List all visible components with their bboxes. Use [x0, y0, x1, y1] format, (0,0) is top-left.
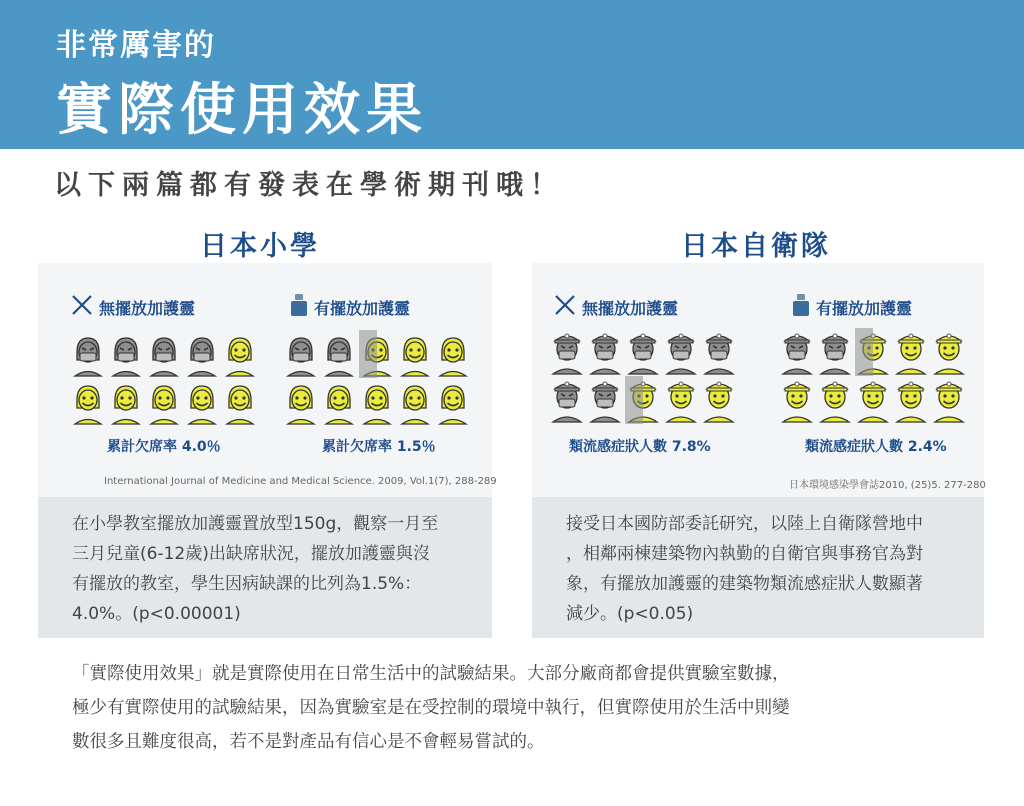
- sick-person-icon: [663, 328, 701, 376]
- study-title-school: 日本小學: [200, 231, 320, 262]
- header-banner: [0, 0, 1024, 149]
- description-box-school: [38, 497, 492, 638]
- product-icon: [791, 293, 811, 321]
- healthy-person-icon: [435, 378, 473, 426]
- sick-person-icon: [184, 330, 222, 378]
- healthy-person-icon: [397, 378, 435, 426]
- faces-without-school: [70, 330, 260, 426]
- rate-without-school: 累計欠席率 4.0％: [107, 439, 221, 455]
- product-icon: [289, 293, 309, 321]
- legend-without-label: 無擺放加護靈: [99, 298, 196, 318]
- legend-without-school: [70, 293, 195, 321]
- description-text-sdf: [566, 509, 923, 629]
- healthy-person-icon: [70, 378, 108, 426]
- rate-with-sdf: 類流感症狀人數 2.4%: [805, 439, 947, 455]
- description-line: 減少。(p<0.05): [566, 604, 694, 624]
- description-line: 象，有擺放加護靈的建築物類流感症狀人數顯著: [566, 574, 923, 594]
- healthy-person-icon: [222, 330, 260, 378]
- sick-person-icon: [779, 328, 817, 376]
- healthy-person-icon: [108, 378, 146, 426]
- study-title-sdf: 日本自衛隊: [681, 231, 831, 262]
- sick-person-icon: [549, 376, 587, 424]
- intro-text: 以下兩篇都有發表在學術期刊哦！: [54, 170, 564, 201]
- description-box-sdf: [532, 497, 984, 638]
- healthy-person-icon: [931, 328, 969, 376]
- closing-line: 「實際使用效果」就是實際使用在日常生活中的試驗結果。大部分廠商都會提供實驗室數據，: [72, 664, 790, 684]
- sick-person-icon: [701, 328, 739, 376]
- closing-paragraph: [72, 657, 972, 759]
- healthy-person-icon: [625, 376, 663, 424]
- sick-person-icon: [587, 376, 625, 424]
- healthy-person-icon: [817, 376, 855, 424]
- healthy-person-icon: [663, 376, 701, 424]
- closing-line: 數很多且難度很高，若不是對產品有信心是不會輕易嘗試的。: [72, 732, 545, 752]
- description-line: 接受日本國防部委託研究，以陸上自衛隊營地中: [566, 514, 923, 534]
- sick-person-icon: [283, 330, 321, 378]
- healthy-person-icon: [931, 376, 969, 424]
- healthy-person-icon: [146, 378, 184, 426]
- sick-person-icon: [146, 330, 184, 378]
- cross-icon: [70, 293, 94, 321]
- sick-person-icon: [70, 330, 108, 378]
- healthy-person-icon: [779, 376, 817, 424]
- sick-person-icon: [549, 328, 587, 376]
- faces-with-sdf: [779, 328, 969, 424]
- description-line: 有擺放的教室，學生因病缺課的比列為1.5%：: [72, 574, 422, 594]
- healthy-person-icon: [397, 330, 435, 378]
- legend-without-label: 無擺放加護靈: [582, 298, 679, 318]
- sick-person-icon: [321, 330, 359, 378]
- healthy-person-icon: [283, 378, 321, 426]
- description-line: 三月兒童(6-12歲)出缺席狀況，擺放加護靈與沒: [72, 544, 430, 564]
- citation-school: International Journal of Medicine and Medical Science. 2009, Vol.1(7), 288-289: [104, 476, 497, 487]
- healthy-person-icon: [435, 330, 473, 378]
- legend-with-school: [289, 293, 410, 321]
- healthy-person-icon: [855, 376, 893, 424]
- healthy-person-icon: [184, 378, 222, 426]
- description-text-school: [72, 509, 438, 629]
- sick-person-icon: [587, 328, 625, 376]
- description-line: 4.0%。(p<0.00001): [72, 604, 241, 624]
- healthy-person-icon: [893, 376, 931, 424]
- healthy-person-icon: [222, 378, 260, 426]
- legend-with-sdf: [791, 293, 912, 321]
- header-title: 實際使用效果: [56, 78, 428, 143]
- legend-without-sdf: [553, 293, 678, 321]
- citation-sdf: 日本環境感染學會誌2010, (25)5. 277-280: [789, 480, 986, 491]
- cross-icon: [553, 293, 577, 321]
- rate-without-sdf: 類流感症狀人數 7.8%: [569, 439, 711, 455]
- healthy-person-icon: [321, 378, 359, 426]
- description-line: 在小學教室擺放加護靈置放型150g，觀察一月至: [72, 514, 439, 534]
- header-subtitle: 非常厲害的: [56, 28, 216, 63]
- description-line: ，相鄰兩棟建築物內執勤的自衛官與事務官為對: [566, 544, 923, 564]
- sick-person-icon: [625, 328, 663, 376]
- faces-without-sdf: [549, 328, 739, 424]
- healthy-person-icon: [359, 378, 397, 426]
- sick-person-icon: [108, 330, 146, 378]
- legend-with-label: 有擺放加護靈: [816, 298, 913, 318]
- legend-with-label: 有擺放加護靈: [314, 298, 411, 318]
- healthy-person-icon: [359, 330, 397, 378]
- faces-with-school: [283, 330, 473, 426]
- healthy-person-icon: [893, 328, 931, 376]
- rate-with-school: 累計欠席率 1.5％: [322, 439, 436, 455]
- sick-person-icon: [817, 328, 855, 376]
- healthy-person-icon: [855, 328, 893, 376]
- healthy-person-icon: [701, 376, 739, 424]
- closing-line: 極少有實際使用的試驗結果，因為實驗室是在受控制的環境中執行，但實際使用於生活中則變: [72, 698, 790, 718]
